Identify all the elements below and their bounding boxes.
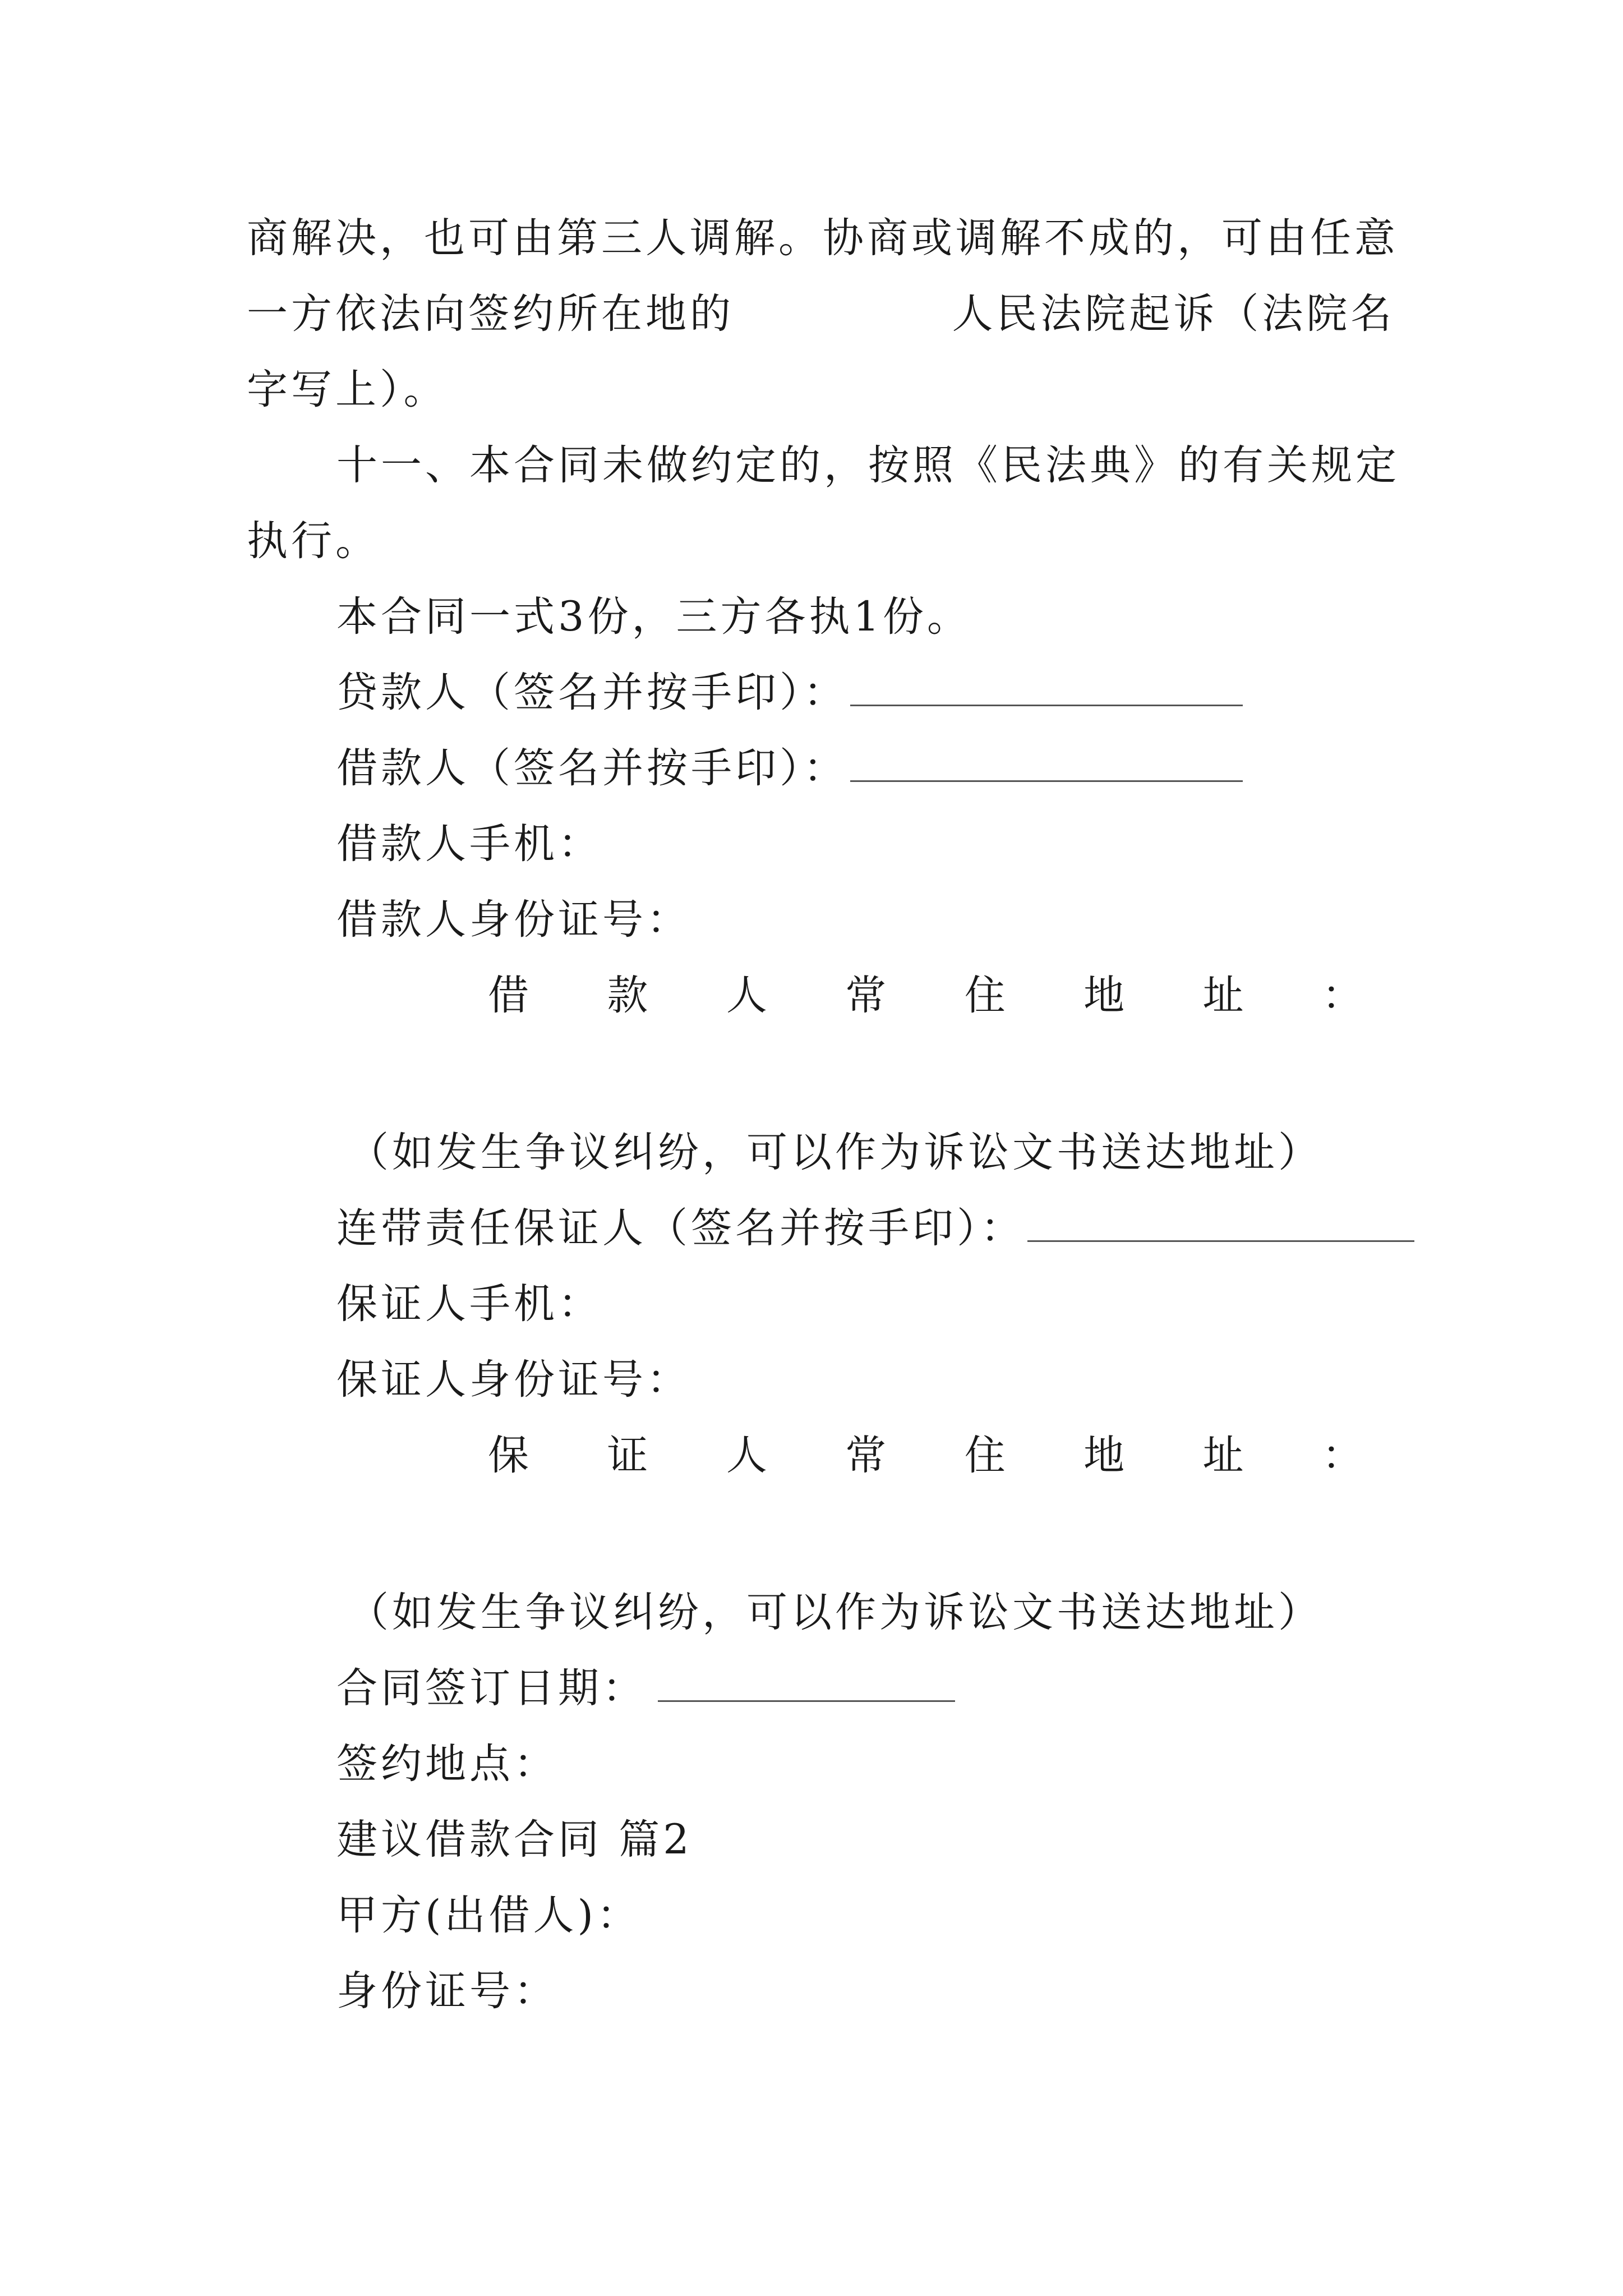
paragraph-line: 执行。 [247, 517, 380, 565]
borrower-signature-row [336, 738, 1243, 799]
lender-signature-field[interactable] [850, 672, 1243, 706]
signing-date-row [336, 1658, 955, 1719]
borrower-address-char: ： [1321, 972, 1363, 1019]
guarantor-signature-field[interactable] [1027, 1208, 1414, 1242]
clause-eleven: 十一、本合同未做约定的，按照《民法典》的有关规定 [336, 441, 1400, 489]
guarantor-phone-label: 保证人手机： [336, 1280, 602, 1328]
section-title: 建议借款合同 篇2 [336, 1816, 693, 1864]
borrower-phone-label: 借款人手机： [336, 820, 602, 868]
party-a-label: 甲方(出借人)： [336, 1892, 641, 1939]
borrower-address-char: 人 [726, 972, 767, 1019]
guarantor-signature-row [336, 1198, 1414, 1259]
borrower-id-label: 借款人身份证号： [336, 896, 691, 944]
guarantor-address-char: 证 [607, 1432, 648, 1479]
guarantor-address-char: 常 [845, 1432, 887, 1479]
paragraph-line: 商解决，也可由第三人调解。协商或调解不成的，可由任意 [247, 214, 1399, 262]
guarantor-address-char: 地 [1083, 1432, 1125, 1479]
guarantor-address-char: 人 [726, 1432, 767, 1479]
service-address-note: （如发生争议纠纷，可以作为诉讼文书送达地址） [348, 1129, 1322, 1176]
guarantor-signature-label: 连带责任保证人（签名并按手印）： [336, 1204, 1025, 1252]
service-address-note: （如发生争议纠纷，可以作为诉讼文书送达地址） [348, 1589, 1322, 1636]
borrower-address-char: 借 [488, 972, 529, 1019]
borrower-signature-label: 借款人（签名并按手印）： [336, 744, 848, 792]
guarantor-id-label: 保证人身份证号： [336, 1356, 691, 1404]
guarantor-address-char: 住 [964, 1432, 1006, 1479]
lender-signature-row [336, 662, 1243, 724]
court-clause-text: 一方依法向签约所在地的 [247, 290, 734, 338]
signing-date-label: 合同签订日期： [336, 1664, 647, 1712]
borrower-address-char: 常 [845, 972, 887, 1019]
borrower-address-label [488, 965, 1363, 1027]
copies-statement: 本合同一式3份，三方各执1份。 [336, 593, 971, 641]
borrower-address-char: 住 [964, 972, 1006, 1019]
paragraph-line: 字写上）。 [247, 366, 448, 413]
borrower-address-char: 址 [1202, 972, 1244, 1019]
lender-signature-label: 贷款人（签名并按手印）： [336, 669, 848, 716]
guarantor-address-label [488, 1425, 1363, 1487]
court-clause-text: 人民法院起诉（法院名 [952, 290, 1395, 338]
paragraph-line [247, 283, 1395, 345]
guarantor-address-char: 保 [488, 1432, 529, 1479]
signing-date-field[interactable] [658, 1668, 955, 1702]
borrower-address-char: 款 [607, 972, 648, 1019]
guarantor-address-char: ： [1321, 1432, 1363, 1479]
guarantor-address-char: 址 [1202, 1432, 1244, 1479]
borrower-address-char: 地 [1083, 972, 1125, 1019]
borrower-signature-field[interactable] [850, 748, 1243, 782]
signing-place-label: 签约地点： [336, 1740, 558, 1788]
party-a-id-label: 身份证号： [336, 1967, 558, 2015]
